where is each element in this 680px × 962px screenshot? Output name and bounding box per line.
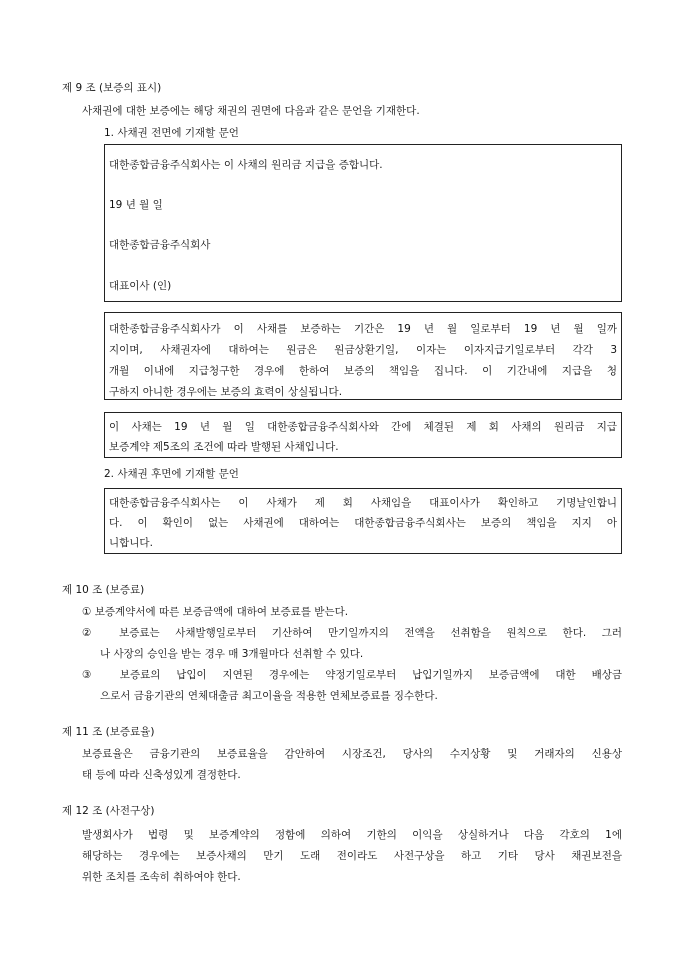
article-12-line-1: 발생회사가 법령 및 보증계약의 정함에 의하여 기한의 이익을 상실하거나 다음 각호의 1에: [82, 829, 622, 841]
front-text-box-1: [104, 144, 622, 302]
box-2-line-4: 구하지 아니한 경우에는 보증의 효력이 상실됩니다.: [109, 386, 343, 398]
box-2-line-2: 지이며, 사채권자에 대하여는 원금은 원금상환기일, 이자는 이자지급기일로부터 각각 3: [109, 344, 617, 356]
box-3-line-1: 이 사채는 19 년 월 일 대한종합금융주식회사와 간에 체결된 제 회 사채의 원리금 지급: [109, 421, 617, 433]
article-10-item-2-line-1: ② 보증료는 사채발행일로부터 기산하여 만기일까지의 전액을 선취함을 원칙으로 한다. 그러: [82, 627, 622, 639]
article-10-item-2-line-2: 나 사장의 승인을 받는 경우 매 3개월마다 선취할 수 있다.: [100, 648, 364, 660]
box-2-line-3: 개월 이내에 지급청구한 경우에 한하여 보증의 책임을 집니다. 이 기간내에 지급을 청: [109, 365, 617, 377]
box-2-line-1: 대한종합금융주식회사가 이 사채를 보증하는 기간은 19 년 월 일로부터 19 년 월 일까: [109, 323, 617, 335]
article-11-line-1: 보증료율은 금융기관의 보증료율을 감안하여 시장조건, 당사의 수지상황 및 거래자의 신용상: [82, 748, 622, 760]
box-1-line-4: 대표이사 (인): [109, 280, 172, 292]
article-12-heading: 제 12 조 (사전구상): [62, 805, 155, 817]
article-12-line-2: 해당하는 경우에는 보증사채의 만기 도래 전이라도 사전구상을 하고 기타 당사 채권보전을: [82, 850, 622, 862]
front-text-box-3: [104, 412, 622, 458]
article-11-heading: 제 11 조 (보증료율): [62, 726, 155, 738]
article-10-item-1: ① 보증계약서에 따른 보증금액에 대하여 보증료를 받는다.: [82, 606, 349, 618]
article-11-line-2: 태 등에 따라 신축성있게 결정한다.: [82, 769, 241, 781]
article-10-heading: 제 10 조 (보증료): [62, 584, 145, 596]
box-1-line-3: 대한종합금융주식회사: [109, 239, 211, 251]
article-12-body: [82, 825, 622, 888]
article-11-body: [82, 746, 622, 761]
article-9-heading: 제 9 조 (보증의 표시): [62, 82, 162, 94]
front-text-box-2: [104, 312, 622, 400]
article-12-line-3: 위한 조치를 조속히 취하여야 한다.: [82, 871, 241, 883]
article-10-item-3-line-2: 으로서 금융기관의 연체대출금 최고이율을 적용한 연체보증료를 징수한다.: [100, 690, 438, 702]
box-4-line-1: 대한종합금융주식회사는 이 사채가 제 회 사채임을 대표이사가 확인하고 기명날인합니: [109, 497, 617, 509]
article-10-item-3: [82, 667, 622, 682]
box-1-line-2: 19 년 월 일: [109, 199, 163, 211]
article-10-item-3-line-1: ③ 보증료의 납입이 지연된 경우에는 약정기일로부터 납입기일까지 보증금액에 대한 배상금: [82, 669, 622, 681]
box-4-line-2: 다. 이 확인이 없는 사채권에 대하여는 대한종합금융주식회사는 보증의 책임을 지지 아: [109, 517, 617, 529]
article-9-intro: 사채권에 대한 보증에는 해당 채권의 권면에 다음과 같은 문언을 기재한다.: [82, 105, 420, 117]
box-4-line-3: 니합니다.: [109, 537, 153, 549]
box-1-line-1: 대한종합금융주식회사는 이 사채의 원리금 지급을 증합니다.: [109, 159, 383, 171]
article-9-sub-1: 1. 사채권 전면에 기재할 문언: [104, 127, 239, 139]
back-text-box: [104, 488, 622, 554]
article-9-sub-2: 2. 사채권 후면에 기재할 문언: [104, 468, 239, 480]
box-3-line-2: 보증계약 제5조의 조건에 따라 발행된 사채입니다.: [109, 441, 339, 453]
article-10-item-2: [82, 625, 622, 640]
